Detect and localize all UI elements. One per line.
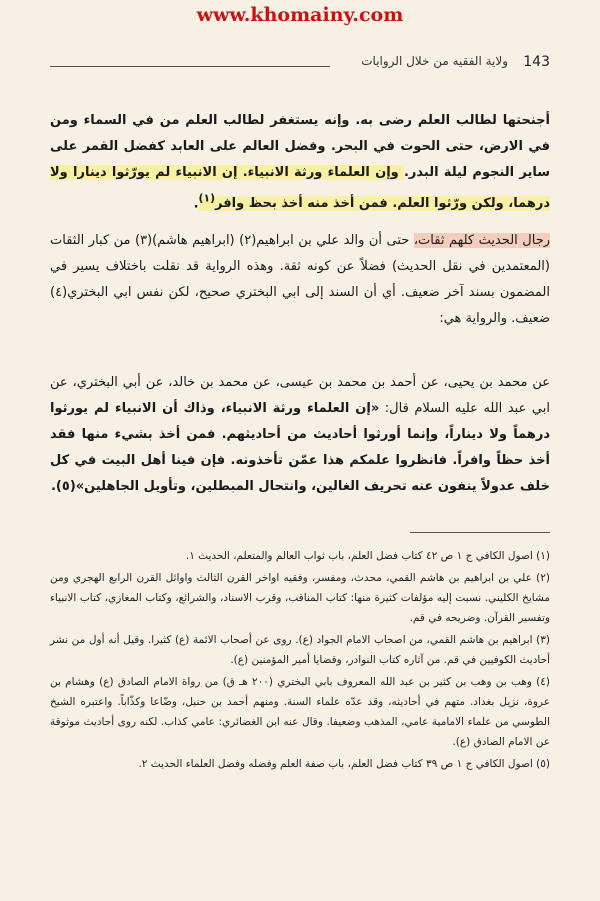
page-header [50,52,550,74]
running-title: ولاية الفقيه من خلال الروايات [361,54,508,68]
paragraph1-end: . [193,196,199,212]
footnotes [50,546,550,776]
watermark-url: www.khomainy.com [196,4,404,26]
paragraph1-plain: أجنحتها لطالب العلم رضى به. وإنه يستغفر لطالب العلم من في السماء ومن في الارض، حتى الحوت في البحر. وفضل العالم على العابد كفضل القمر على ساير النجوم ليلة البدر. [50,113,551,180]
footnote-2: (٢) علي بن ابراهيم بن هاشم القمي، محدث، ومفسر، وفقيه اواخر القرن الثالث واوائل القرن الرابع الهجري ومن مشايخ الكليني. نسبت إليه مؤلفات كثيرة منها: كتاب المناقب، وقرب الاسناد، والشرائع، وكتاب المغازي، كتاب الانبياء وتفسير القرآن. وضريحه في قم. [50,572,550,624]
paragraph-narrators [50,228,550,332]
footnote-3: (٣) ابراهيم بن هاشم القمي، من اصحاب الامام الجواد (ع). روى عن أصحاب الائمة (ع) كثيرا. وقيل أنه أول من نشر أحاديث الكوفيين في قم. من آثاره كتاب النوادر، وقضايا أمير المؤمنين (ع). [50,634,550,666]
highlight-pink: رجال الحديث كلهم ثقات، [413,233,551,248]
footnote-1: (١) اصول الكافي ج ١ ص ٤٢ كتاب فضل العلم، باب ثواب العالم والمتعلم، الحديث ١. [185,550,550,562]
footnote-separator [410,532,550,533]
footnote-4: (٤) وهب بن وهب بن كثير بن عبد الله المعروف بابي البختري (٢٠٠ هـ ق) من رواة الامام الصادق (ع) وهشام بن عروة، نزيل بغداد. متهم في أحاديثه، وقد عدّه علماء السنة. ومنهم أحمد بن حنبل، وضّاعا وكذّاباً. واعتبره الشيخ الطوسي من علماء الامامية عامي، المذهب وضعيفا. وقال عنه ابن الغضائري: عامي كذاب. لكنه روى أحاديث موثوقة عن الامام الصادق (ع). [50,676,550,748]
header-rule [50,66,330,67]
footnote-ref-1: (١) [198,192,216,205]
paragraph2-text: حتى أن والد علي بن ابراهيم(٢) (ابراهيم هاشم)(٣) من كبار الثقات (المعتمدين في نقل الحديث) فضلاً عن كونه ثقة. وهذه الرواية قد نقلت باختلاف يسير في المضمون بسند آخر ضعيف. أي أن السند إلى ابي البختري صحيح، لكن نفس ابي البختري(٤) ضعيف. والرواية هي: [50,233,550,326]
paragraph1-highlighted: وإن العلماء ورثة الانبياء. إن الانبياء لم يورّثوا دينارا ولا درهما، ولكن ورّثوا العلم. فمن أخذ منه أخذ بحظ وافر [50,165,550,212]
paragraph-narration [50,370,550,500]
page-number: 143 [523,54,550,70]
paragraph-hadith [50,108,550,217]
paragraph3-chain: عن محمد بن يحيى، عن أحمد بن محمد بن عيسى، عن محمد بن خالد، عن أبي البختري، عن ابي عبد الله عليه السلام قال: [50,375,550,416]
paragraph3-quote: «إن العلماء ورثة الانبياء، وذاك أن الانبياء لم يورثوا درهماً ولا ديناراً، وإنما أورثوا أحاديث من أحاديثهم. فمن أخذ بشيء منها فقد أخذ حظاً وافراً. فانظروا علمكم هذا عمّن تأخذونه. فإن فينا أهل البيت في كل خلف عدولاً ينفون عنه تحريف الغالين، وانتحال المبطلين، وتأويل الجاهلين»(٥). [50,401,550,494]
footnote-5: (٥) اصول الكافي ج ١ ص ٣٩ كتاب فضل العلم، باب صفة العلم وفضله وفضل العلماء الحديث ٢. [138,758,550,770]
